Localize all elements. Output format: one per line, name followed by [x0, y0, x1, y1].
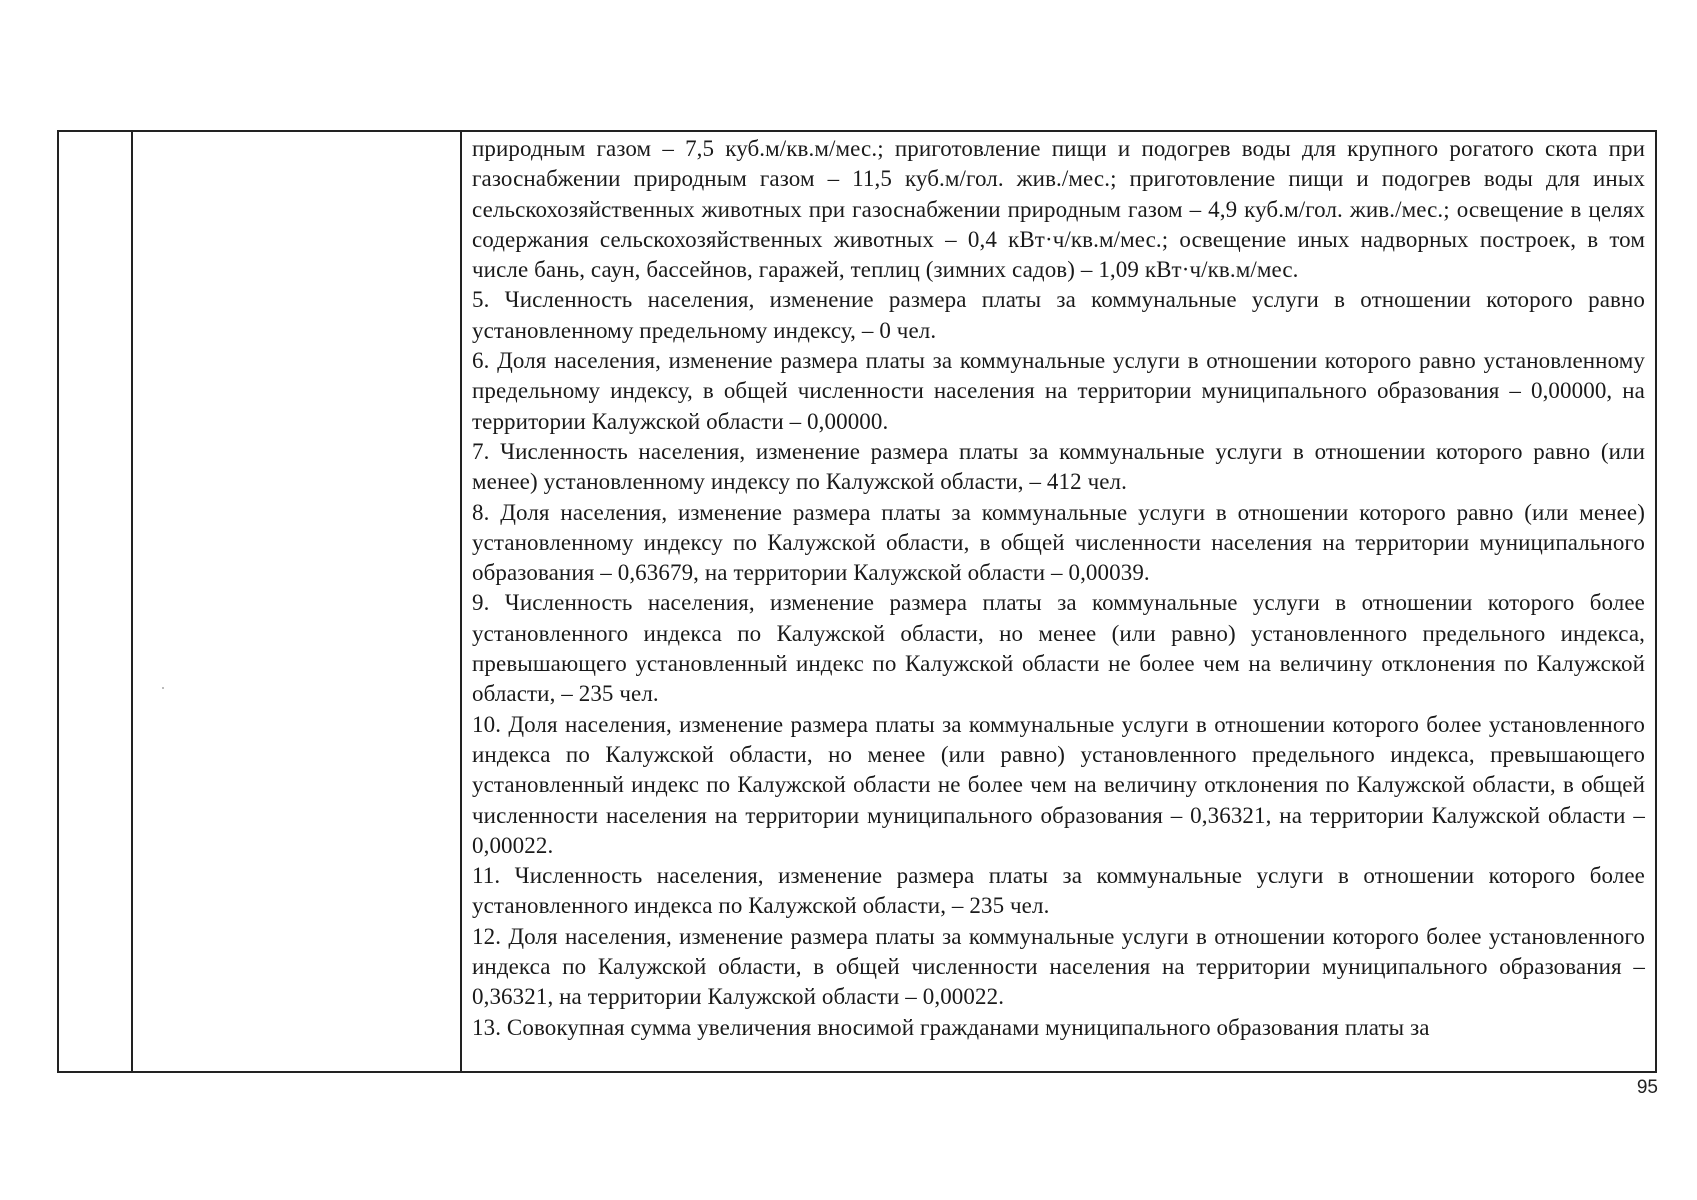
- paragraph-item-9: 9. Численность населения, изменение размера платы за коммунальные услуги в отношении которого более установленного индекса по Калужской области, но менее (или равно) установленного предельного индекса, превышающего установленный индекс по Калужской области не более чем на величину отклонения по Калужской области, – 235 чел.: [472, 590, 1645, 707]
- paragraph-item-6: 6. Доля населения, изменение размера платы за коммунальные услуги в отношении которого равно установленному предельному индексу, в общей численности населения на территории муниципального образования – 0,00000, на территории Калужской области – 0,00000.: [472, 348, 1645, 434]
- content-table: [57, 130, 1657, 1073]
- scan-artifact: [162, 687, 164, 689]
- paragraph-item-11: 11. Численность населения, изменение размера платы за коммунальные услуги в отношении которого более установленного индекса по Калужской области, – 235 чел.: [472, 863, 1645, 919]
- table-column-content: [462, 132, 1655, 1071]
- table-column-number: [59, 132, 133, 1071]
- paragraph-item-10: 10. Доля населения, изменение размера платы за коммунальные услуги в отношении которого более установленного индекса по Калужской области, но менее (или равно) установленного предельного индекса, превышающего установленный индекс по Калужской области не более чем на величину отклонения по Калужской области, в общей численности населения на территории муниципального образования – 0,36321, на территории Калужской области – 0,00022.: [472, 711, 1645, 858]
- paragraph-item-8: 8. Доля населения, изменение размера платы за коммунальные услуги в отношении которого равно (или менее) установленному индексу по Калужской области, в общей численности населения на территории муниципального образования – 0,63679, на территории Калужской области – 0,00039.: [472, 499, 1645, 586]
- paragraph-consumption-norms: природным газом – 7,5 куб.м/кв.м/мес.; приготовление пищи и подогрев воды для крупного рогатого скота при газоснабжении природным газом – 11,5 куб.м/гол. жив./мес.; приготовление пищи и подогрев воды для иных сельскохозяйственных животных при газоснабжении природным газом – 4,9 куб.м/гол. жив./мес.; освещение в целях содержания сельскохозяйственных животных – 0,4 кВт·ч/кв.м/мес.; освещение иных надворных построек, в том числе бань, саун, бассейнов, гаражей, теплиц (зимних садов) – 1,09 кВт·ч/кв.м/мес.: [472, 136, 1645, 283]
- paragraph-item-12: 12. Доля населения, изменение размера платы за коммунальные услуги в отношении которого более установленного индекса по Калужской области, в общей численности населения на территории муниципального образования – 0,36321, на территории Калужской области – 0,00022.: [472, 923, 1645, 1010]
- table-column-name: [133, 132, 462, 1071]
- page-number: 95: [1636, 1077, 1658, 1098]
- paragraph-item-5: 5. Численность населения, изменение размера платы за коммунальные услуги в отношении которого равно установленному предельному индексу, – 0 чел.: [472, 287, 1645, 343]
- paragraph-item-7: 7. Численность населения, изменение размера платы за коммунальные услуги в отношении которого равно (или менее) установленному индексу по Калужской области, – 412 чел.: [472, 438, 1645, 495]
- paragraph-item-13: 13. Совокупная сумма увеличения вносимой гражданами муниципального образования платы за: [472, 1014, 1430, 1040]
